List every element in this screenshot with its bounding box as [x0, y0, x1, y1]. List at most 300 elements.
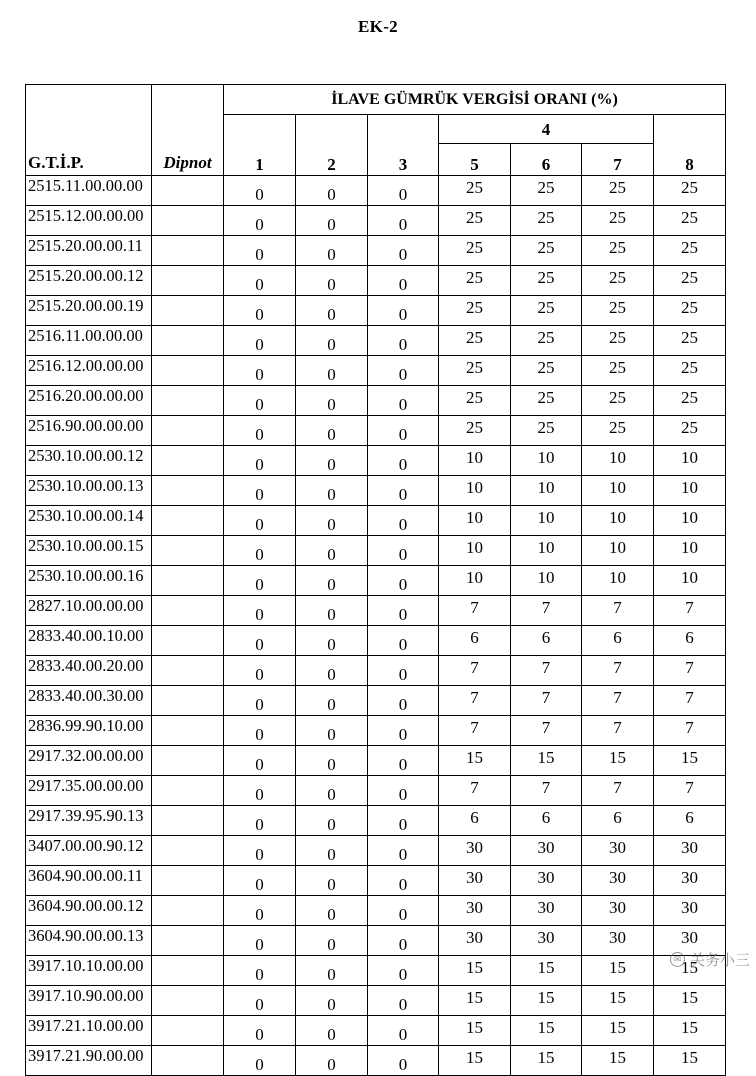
dipnot-cell	[152, 296, 224, 326]
gtip-code-cell: 2530.10.00.00.13	[26, 476, 152, 506]
rate-cell-col-7: 7	[582, 686, 654, 716]
rate-cell-col-5: 30	[439, 866, 511, 896]
rate-cell-col-6: 25	[511, 386, 582, 416]
rate-cell-col-1: 0	[224, 476, 296, 506]
gtip-code-cell: 2515.20.00.00.12	[26, 266, 152, 296]
header-col-8: 8	[654, 115, 726, 176]
rate-cell-col-6: 30	[511, 866, 582, 896]
rate-cell-col-2: 0	[296, 1016, 368, 1046]
rate-cell-col-3: 0	[368, 896, 439, 926]
rate-cell-col-2: 0	[296, 566, 368, 596]
rate-cell-col-8: 25	[654, 356, 726, 386]
dipnot-cell	[152, 326, 224, 356]
header-dipnot: Dipnot	[152, 85, 224, 176]
rate-cell-col-5: 30	[439, 836, 511, 866]
table-row	[26, 776, 726, 806]
table-row	[26, 326, 726, 356]
rate-cell-col-2: 0	[296, 446, 368, 476]
rate-cell-col-7: 6	[582, 806, 654, 836]
rate-cell-col-3: 0	[368, 296, 439, 326]
gtip-code-cell: 3604.90.00.00.12	[26, 896, 152, 926]
rate-cell-col-2: 0	[296, 836, 368, 866]
table-row	[26, 446, 726, 476]
rate-cell-col-3: 0	[368, 476, 439, 506]
rate-cell-col-5: 15	[439, 746, 511, 776]
rate-cell-col-5: 7	[439, 776, 511, 806]
table-row	[26, 206, 726, 236]
rate-cell-col-1: 0	[224, 626, 296, 656]
dipnot-cell	[152, 536, 224, 566]
gtip-code-cell: 2530.10.00.00.15	[26, 536, 152, 566]
rate-cell-col-2: 0	[296, 326, 368, 356]
rate-cell-col-8: 15	[654, 1046, 726, 1076]
gtip-code-cell: 2827.10.00.00.00	[26, 596, 152, 626]
header-col-5: 5	[439, 144, 511, 176]
rate-cell-col-8: 15	[654, 956, 726, 986]
rate-cell-col-2: 0	[296, 1046, 368, 1076]
rate-cell-col-6: 25	[511, 356, 582, 386]
rate-cell-col-7: 10	[582, 446, 654, 476]
rate-cell-col-7: 10	[582, 566, 654, 596]
rate-cell-col-8: 10	[654, 506, 726, 536]
rate-cell-col-1: 0	[224, 326, 296, 356]
rate-cell-col-6: 15	[511, 1016, 582, 1046]
gtip-code-cell: 2515.20.00.00.11	[26, 236, 152, 266]
rate-cell-col-2: 0	[296, 416, 368, 446]
rate-cell-col-6: 25	[511, 176, 582, 206]
rate-cell-col-6: 6	[511, 626, 582, 656]
rate-cell-col-8: 25	[654, 386, 726, 416]
rate-cell-col-7: 10	[582, 476, 654, 506]
tariff-table	[25, 84, 726, 1076]
rate-cell-col-5: 15	[439, 1046, 511, 1076]
rate-cell-col-6: 10	[511, 506, 582, 536]
rate-cell-col-3: 0	[368, 356, 439, 386]
header-col-2: 2	[296, 115, 368, 176]
table-row	[26, 656, 726, 686]
rate-cell-col-1: 0	[224, 356, 296, 386]
table-row	[26, 416, 726, 446]
rate-cell-col-6: 7	[511, 596, 582, 626]
rate-cell-col-7: 7	[582, 716, 654, 746]
dipnot-cell	[152, 236, 224, 266]
rate-cell-col-3: 0	[368, 1046, 439, 1076]
rate-cell-col-8: 10	[654, 446, 726, 476]
header-subgroup-4: 4	[439, 115, 654, 144]
rate-cell-col-3: 0	[368, 926, 439, 956]
rate-cell-col-8: 30	[654, 836, 726, 866]
gtip-code-cell: 2836.99.90.10.00	[26, 716, 152, 746]
gtip-code-cell: 2917.35.00.00.00	[26, 776, 152, 806]
dipnot-cell	[152, 686, 224, 716]
rate-cell-col-5: 10	[439, 476, 511, 506]
rate-cell-col-5: 7	[439, 596, 511, 626]
rate-cell-col-2: 0	[296, 926, 368, 956]
rate-cell-col-8: 30	[654, 896, 726, 926]
dipnot-cell	[152, 776, 224, 806]
rate-cell-col-8: 30	[654, 866, 726, 896]
rate-cell-col-6: 15	[511, 1046, 582, 1076]
rate-cell-col-7: 25	[582, 386, 654, 416]
rate-cell-col-5: 6	[439, 806, 511, 836]
rate-cell-col-3: 0	[368, 176, 439, 206]
rate-cell-col-8: 15	[654, 1016, 726, 1046]
rate-cell-col-8: 25	[654, 266, 726, 296]
gtip-code-cell: 3604.90.00.00.11	[26, 866, 152, 896]
rate-cell-col-3: 0	[368, 566, 439, 596]
rate-cell-col-5: 25	[439, 266, 511, 296]
gtip-code-cell: 2515.20.00.00.19	[26, 296, 152, 326]
table-row	[26, 536, 726, 566]
dipnot-cell	[152, 866, 224, 896]
rate-cell-col-3: 0	[368, 716, 439, 746]
gtip-code-cell: 2917.32.00.00.00	[26, 746, 152, 776]
rate-cell-col-5: 25	[439, 176, 511, 206]
rate-cell-col-5: 10	[439, 506, 511, 536]
table-row	[26, 1016, 726, 1046]
rate-cell-col-8: 10	[654, 536, 726, 566]
rate-cell-col-1: 0	[224, 716, 296, 746]
rate-cell-col-1: 0	[224, 836, 296, 866]
rate-cell-col-5: 15	[439, 1016, 511, 1046]
rate-cell-col-2: 0	[296, 776, 368, 806]
dipnot-cell	[152, 266, 224, 296]
rate-cell-col-7: 25	[582, 206, 654, 236]
dipnot-cell	[152, 986, 224, 1016]
rate-cell-col-1: 0	[224, 956, 296, 986]
gtip-code-cell: 2530.10.00.00.16	[26, 566, 152, 596]
gtip-code-cell: 2833.40.00.20.00	[26, 656, 152, 686]
rate-cell-col-7: 25	[582, 266, 654, 296]
rate-cell-col-6: 7	[511, 656, 582, 686]
gtip-code-cell: 3407.00.00.90.12	[26, 836, 152, 866]
rate-cell-col-6: 15	[511, 956, 582, 986]
rate-cell-col-6: 15	[511, 986, 582, 1016]
rate-cell-col-3: 0	[368, 806, 439, 836]
rate-cell-col-1: 0	[224, 596, 296, 626]
rate-cell-col-8: 7	[654, 776, 726, 806]
rate-cell-col-3: 0	[368, 536, 439, 566]
table-row	[26, 926, 726, 956]
rate-cell-col-6: 10	[511, 566, 582, 596]
rate-cell-col-7: 6	[582, 626, 654, 656]
rate-cell-col-1: 0	[224, 296, 296, 326]
rate-cell-col-3: 0	[368, 416, 439, 446]
rate-cell-col-8: 15	[654, 746, 726, 776]
table-row	[26, 866, 726, 896]
dipnot-cell	[152, 1016, 224, 1046]
dipnot-cell	[152, 386, 224, 416]
rate-cell-col-8: 7	[654, 686, 726, 716]
rate-cell-col-1: 0	[224, 776, 296, 806]
rate-cell-col-6: 6	[511, 806, 582, 836]
rate-cell-col-2: 0	[296, 206, 368, 236]
rate-cell-col-7: 25	[582, 326, 654, 356]
rate-cell-col-2: 0	[296, 506, 368, 536]
rate-cell-col-7: 15	[582, 1046, 654, 1076]
dipnot-cell	[152, 416, 224, 446]
dipnot-cell	[152, 836, 224, 866]
rate-cell-col-6: 30	[511, 836, 582, 866]
rate-cell-col-1: 0	[224, 896, 296, 926]
rate-cell-col-6: 10	[511, 446, 582, 476]
rate-cell-col-1: 0	[224, 506, 296, 536]
rate-cell-col-5: 25	[439, 296, 511, 326]
rate-cell-col-2: 0	[296, 986, 368, 1016]
gtip-code-cell: 2516.20.00.00.00	[26, 386, 152, 416]
rate-cell-col-5: 15	[439, 986, 511, 1016]
watermark-text: 关务小三	[689, 951, 750, 969]
rate-cell-col-8: 10	[654, 566, 726, 596]
rate-cell-col-8: 25	[654, 236, 726, 266]
rate-cell-col-6: 25	[511, 206, 582, 236]
rate-cell-col-3: 0	[368, 986, 439, 1016]
rate-cell-col-2: 0	[296, 596, 368, 626]
rate-cell-col-1: 0	[224, 206, 296, 236]
rate-cell-col-3: 0	[368, 866, 439, 896]
dipnot-cell	[152, 356, 224, 386]
rate-cell-col-2: 0	[296, 626, 368, 656]
table-row	[26, 236, 726, 266]
rate-cell-col-8: 10	[654, 476, 726, 506]
rate-cell-col-1: 0	[224, 746, 296, 776]
table-row	[26, 176, 726, 206]
table-body	[26, 176, 726, 1076]
rate-cell-col-7: 25	[582, 296, 654, 326]
rate-cell-col-1: 0	[224, 686, 296, 716]
rate-cell-col-7: 30	[582, 866, 654, 896]
rate-cell-col-2: 0	[296, 176, 368, 206]
dipnot-cell	[152, 746, 224, 776]
rate-cell-col-7: 15	[582, 986, 654, 1016]
table-row	[26, 356, 726, 386]
rate-cell-col-5: 10	[439, 566, 511, 596]
rate-cell-col-8: 7	[654, 596, 726, 626]
table-row	[26, 386, 726, 416]
table-row	[26, 836, 726, 866]
table-row	[26, 746, 726, 776]
rate-cell-col-3: 0	[368, 236, 439, 266]
rate-cell-col-8: 15	[654, 986, 726, 1016]
rate-cell-col-1: 0	[224, 986, 296, 1016]
table-row	[26, 686, 726, 716]
header-gtip: G.T.İ.P.	[26, 85, 152, 176]
rate-cell-col-7: 30	[582, 896, 654, 926]
rate-cell-col-6: 10	[511, 476, 582, 506]
table-row	[26, 266, 726, 296]
table-row	[26, 296, 726, 326]
rate-cell-col-3: 0	[368, 386, 439, 416]
header-col-1: 1	[224, 115, 296, 176]
gtip-code-cell: 3917.21.10.00.00	[26, 1016, 152, 1046]
rate-cell-col-8: 25	[654, 326, 726, 356]
table-row	[26, 896, 726, 926]
rate-cell-col-1: 0	[224, 176, 296, 206]
rate-cell-col-7: 15	[582, 956, 654, 986]
dipnot-cell	[152, 506, 224, 536]
rate-cell-col-6: 30	[511, 926, 582, 956]
rate-cell-col-6: 10	[511, 536, 582, 566]
rate-cell-col-6: 7	[511, 716, 582, 746]
rate-cell-col-6: 30	[511, 896, 582, 926]
rate-cell-col-5: 25	[439, 326, 511, 356]
rate-cell-col-5: 30	[439, 896, 511, 926]
gtip-code-cell: 2516.90.00.00.00	[26, 416, 152, 446]
rate-cell-col-6: 25	[511, 326, 582, 356]
gtip-code-cell: 2515.12.00.00.00	[26, 206, 152, 236]
rate-cell-col-3: 0	[368, 836, 439, 866]
rate-cell-col-5: 30	[439, 926, 511, 956]
rate-cell-col-7: 30	[582, 836, 654, 866]
dipnot-cell	[152, 656, 224, 686]
gtip-code-cell: 2917.39.95.90.13	[26, 806, 152, 836]
watermark	[670, 949, 750, 970]
rate-cell-col-7: 25	[582, 416, 654, 446]
wechat-official-account-icon: ✉	[670, 952, 685, 967]
dipnot-cell	[152, 716, 224, 746]
header-col-3: 3	[368, 115, 439, 176]
gtip-code-cell: 2515.11.00.00.00	[26, 176, 152, 206]
dipnot-cell	[152, 206, 224, 236]
table-row	[26, 986, 726, 1016]
gtip-code-cell: 3917.21.90.00.00	[26, 1046, 152, 1076]
rate-cell-col-5: 6	[439, 626, 511, 656]
dipnot-cell	[152, 926, 224, 956]
rate-cell-col-7: 7	[582, 656, 654, 686]
rate-cell-col-7: 7	[582, 596, 654, 626]
gtip-code-cell: 3917.10.90.00.00	[26, 986, 152, 1016]
rate-cell-col-5: 25	[439, 386, 511, 416]
rate-cell-col-8: 25	[654, 206, 726, 236]
rate-cell-col-2: 0	[296, 476, 368, 506]
rate-cell-col-2: 0	[296, 866, 368, 896]
dipnot-cell	[152, 476, 224, 506]
rate-cell-col-5: 10	[439, 446, 511, 476]
rate-cell-col-2: 0	[296, 746, 368, 776]
rate-cell-col-6: 25	[511, 266, 582, 296]
rate-cell-col-3: 0	[368, 746, 439, 776]
page-title: EK-2	[358, 17, 398, 36]
table-row	[26, 626, 726, 656]
rate-cell-col-3: 0	[368, 446, 439, 476]
rate-cell-col-1: 0	[224, 1046, 296, 1076]
rate-cell-col-6: 25	[511, 236, 582, 266]
header-row-group	[26, 85, 726, 115]
rate-cell-col-8: 7	[654, 716, 726, 746]
table-row	[26, 1046, 726, 1076]
rate-cell-col-1: 0	[224, 386, 296, 416]
table-row	[26, 806, 726, 836]
rate-cell-col-2: 0	[296, 536, 368, 566]
rate-cell-col-3: 0	[368, 266, 439, 296]
gtip-code-cell: 2516.11.00.00.00	[26, 326, 152, 356]
gtip-code-cell: 3604.90.00.00.13	[26, 926, 152, 956]
rate-cell-col-1: 0	[224, 806, 296, 836]
rate-cell-col-7: 25	[582, 356, 654, 386]
header-col-6: 6	[511, 144, 582, 176]
table-row	[26, 476, 726, 506]
rate-cell-col-5: 25	[439, 236, 511, 266]
rate-cell-col-1: 0	[224, 1016, 296, 1046]
rate-cell-col-2: 0	[296, 686, 368, 716]
rate-cell-col-2: 0	[296, 716, 368, 746]
gtip-code-cell: 2516.12.00.00.00	[26, 356, 152, 386]
rate-cell-col-1: 0	[224, 446, 296, 476]
dipnot-cell	[152, 596, 224, 626]
rate-cell-col-7: 25	[582, 176, 654, 206]
header-duty-rate-group: İLAVE GÜMRÜK VERGİSİ ORANI (%)	[224, 85, 726, 115]
rate-cell-col-7: 15	[582, 1016, 654, 1046]
rate-cell-col-8: 25	[654, 176, 726, 206]
rate-cell-col-2: 0	[296, 266, 368, 296]
table-row	[26, 956, 726, 986]
rate-cell-col-3: 0	[368, 596, 439, 626]
rate-cell-col-3: 0	[368, 1016, 439, 1046]
rate-cell-col-6: 15	[511, 746, 582, 776]
rate-cell-col-3: 0	[368, 686, 439, 716]
rate-cell-col-3: 0	[368, 326, 439, 356]
rate-cell-col-8: 7	[654, 656, 726, 686]
rate-cell-col-7: 15	[582, 746, 654, 776]
rate-cell-col-5: 10	[439, 536, 511, 566]
rate-cell-col-2: 0	[296, 956, 368, 986]
gtip-code-cell: 2530.10.00.00.14	[26, 506, 152, 536]
rate-cell-col-1: 0	[224, 536, 296, 566]
dipnot-cell	[152, 626, 224, 656]
rate-cell-col-2: 0	[296, 386, 368, 416]
rate-cell-col-8: 6	[654, 626, 726, 656]
table-row	[26, 566, 726, 596]
rate-cell-col-6: 7	[511, 776, 582, 806]
dipnot-cell	[152, 176, 224, 206]
rate-cell-col-1: 0	[224, 926, 296, 956]
rate-cell-col-6: 25	[511, 416, 582, 446]
header-col-7: 7	[582, 144, 654, 176]
rate-cell-col-3: 0	[368, 626, 439, 656]
table-row	[26, 596, 726, 626]
rate-cell-col-5: 25	[439, 416, 511, 446]
rate-cell-col-2: 0	[296, 236, 368, 266]
rate-cell-col-1: 0	[224, 416, 296, 446]
gtip-code-cell: 2833.40.00.30.00	[26, 686, 152, 716]
dipnot-cell	[152, 446, 224, 476]
rate-cell-col-6: 7	[511, 686, 582, 716]
rate-cell-col-8: 25	[654, 416, 726, 446]
rate-cell-col-7: 7	[582, 776, 654, 806]
rate-cell-col-8: 6	[654, 806, 726, 836]
rate-cell-col-3: 0	[368, 506, 439, 536]
dipnot-cell	[152, 566, 224, 596]
gtip-code-cell: 2530.10.00.00.12	[26, 446, 152, 476]
rate-cell-col-2: 0	[296, 656, 368, 686]
rate-cell-col-1: 0	[224, 656, 296, 686]
rate-cell-col-5: 25	[439, 356, 511, 386]
rate-cell-col-2: 0	[296, 896, 368, 926]
dipnot-cell	[152, 1046, 224, 1076]
rate-cell-col-7: 30	[582, 926, 654, 956]
rate-cell-col-2: 0	[296, 356, 368, 386]
rate-cell-col-3: 0	[368, 776, 439, 806]
dipnot-cell	[152, 896, 224, 926]
rate-cell-col-7: 25	[582, 236, 654, 266]
dipnot-cell	[152, 806, 224, 836]
rate-cell-col-8: 30	[654, 926, 726, 956]
rate-cell-col-8: 25	[654, 296, 726, 326]
rate-cell-col-5: 7	[439, 686, 511, 716]
dipnot-cell	[152, 956, 224, 986]
gtip-code-cell: 2833.40.00.10.00	[26, 626, 152, 656]
rate-cell-col-5: 7	[439, 716, 511, 746]
